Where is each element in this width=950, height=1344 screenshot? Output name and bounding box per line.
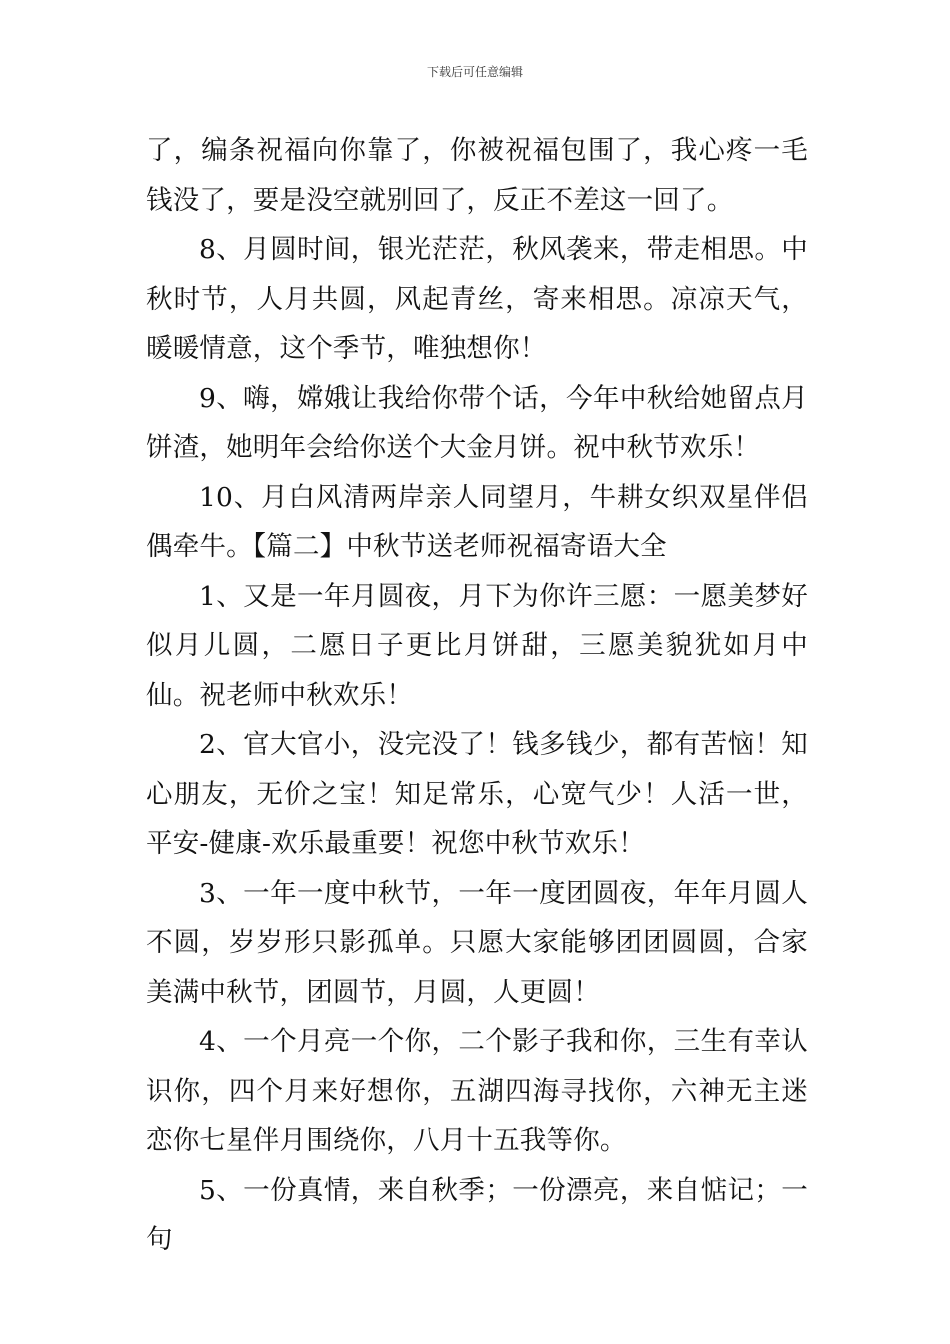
paragraph-item-10: 10、月白风清两岸亲人同望月，牛耕女织双星伴侣偶牵牛。【篇二】中秋节送老师祝福寄语大全	[146, 481, 808, 562]
paragraph-teacher-item-5: 5、一份真情，来自秋季；一份漂亮，来自惦记；一句	[146, 1174, 808, 1255]
paragraph-teacher-item-1: 1、又是一年月圆夜，月下为你许三愿：一愿美梦好似月儿圆，二愿日子更比月饼甜，三愿美貌犹如月中仙。祝老师中秋欢乐！	[146, 580, 808, 711]
paragraph-teacher-item-4: 4、一个月亮一个你，二个影子我和你，三生有幸认识你，四个月来好想你，五湖四海寻找你，六神无主迷恋你七星伴月围绕你，八月十五我等你。	[146, 1026, 808, 1156]
paragraph-item-8: 8、月圆时间，银光茫茫，秋风袭来，带走相思。中秋时节，人月共圆，风起青丝，寄来相思。凉凉天气，暖暖情意，这个季节，唯独想你！	[146, 234, 808, 364]
paragraph-continuation: 了，编条祝福向你靠了，你被祝福包围了，我心疼一毛钱没了，要是没空就别回了，反正不差这一回了。	[146, 135, 808, 216]
document-body	[146, 126, 808, 1265]
paragraph-item-9: 9、嗨，嫦娥让我给你带个话，今年中秋给她留点月饼渣，她明年会给你送个大金月饼。祝中秋节欢乐！	[146, 382, 808, 463]
paragraph-teacher-item-3: 3、一年一度中秋节，一年一度团圆夜，年年月圆人不圆，岁岁形只影孤单。只愿大家能够团团圆圆，合家美满中秋节，团圆节，月圆，人更圆！	[146, 877, 808, 1008]
paragraph-teacher-item-2: 2、官大官小，没完没了！钱多钱少，都有苦恼！知心朋友，无价之宝！知足常乐，心宽气少！人活一世，平安-健康-欢乐最重要！祝您中秋节欢乐！	[146, 729, 808, 859]
page-header: 下载后可任意编辑	[426, 65, 523, 79]
